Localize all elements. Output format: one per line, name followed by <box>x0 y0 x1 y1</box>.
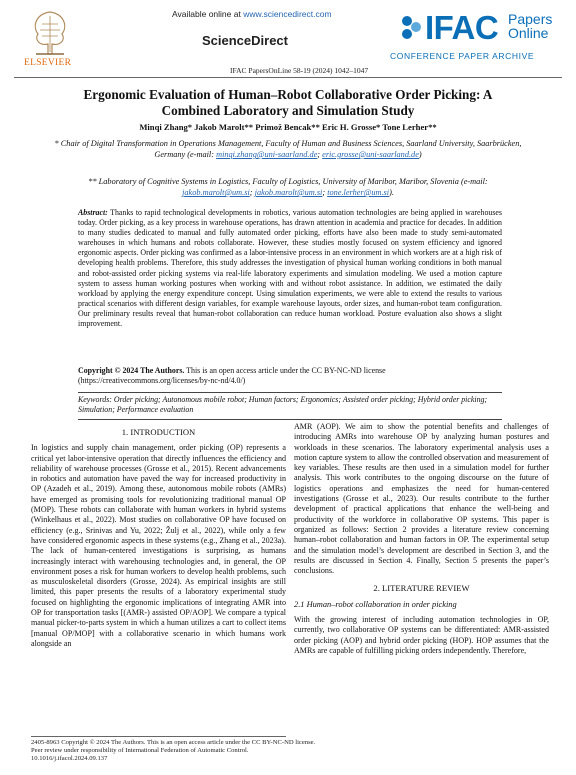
abstract-divider <box>78 392 502 393</box>
footer-doi[interactable]: 10.1016/j.ifacol.2024.09.137 <box>31 755 108 763</box>
footer-license: 2405-8963 Copyright © 2024 The Authors. This is an open access article under the CC BY-NC-ND license. <box>31 739 316 746</box>
sciencedirect-link[interactable]: www.sciencedirect.com <box>243 9 332 19</box>
abstract-text: Thanks to rapid technological developments in robotics, various automation technologies are being applied in warehouses today. Order picking, as a key process in warehouse operations, has drawn attention in academia and practice for decades. In addition to many studies dedicated to manual and fully automated order picking, efforts have also been made to study semi-automated warehouses in which humans and robots collaborate. However, these studies mostly focused on system efficiency and ignored ergonomic aspects. Order picking was confirmed as a labor-intensive process in an environment in which workers are at a high risk of developing health problems. Therefore, this study addresses the investigation of physical human working conditions in both manual and robot-assisted order picking systems via real-life laboratory experiments and simulation modeling. We used a motion capture system to assess human working postures when working with and without robot assistance. In addition, we estimated the daily workload by applying the energy expenditure concept. Using simulation experiments, we were able to extend the results to various practical scenarios with different design variables, for example warehouse layouts, order sizes, and human-robot team configuration. Our preliminary results reveal that human-robot collaboration can reduce human workload. Posture evaluation also shows a slight improvement. <box>78 208 502 329</box>
affiliation-text: * Chair of Digital Transformation in Operations Management, Faculty of Human and Business Sciences, Saarland University, Saarbrücken, Germany (e-mail: <box>54 139 522 159</box>
subsection-heading: 2.1 Human–robot collaboration in order picking <box>294 599 457 609</box>
keywords-divider <box>78 419 502 420</box>
email-separator: ; <box>317 150 323 159</box>
email-separator: ; <box>249 188 255 197</box>
elsevier-wordmark: ELSEVIER <box>24 58 72 68</box>
email-separator: ; <box>322 188 328 197</box>
intro-paragraph: In logistics and supply chain management, order picking (OP) represents a critical yet labor-intensive operation that directly influences the efficiency and reliability of warehouse processes (Grosse et al., 2015). Recent advancements in robotics and automation have paved the way for increased productivity in OP (Azadeh et al., 2019). Among these, autonomous mobile robots (AMRs) have emerged as promising tools for revolutionizing traditional manual OP (MOP). These robots can collaborate with human workers in hybrid systems (Winkelhaus et al., 2022). Most studies on collaborative OP have focused on efficiency (e.g., Srinivas and Yu, 2022; Žulj et al., 2022), while only a few have considered ergonomic aspects in these systems (e.g., Zhang et al., 2023a). The lack of human-centered investigations is surprising, as humans increasingly interact with warehousing technologies and, in general, the OP environment poses a risk for human workers to develop health problems, such as musculoskeletal disorders (Grosse, 2024). As empirical insights are still limited, this paper presents the results of a laboratory experimental study focused on highlighting the ergonomic implications of integrating AMR into OP for transportation tasks [(AMR-) assisted OP/AOP]. We compare a typical manual picker-to-parts system in which a human utilizes a cart to collect items [manual OP/MOP] with a collaborative scenario in which humans work alongside an <box>31 443 286 648</box>
intro-paragraph-continued: AMR (AOP). We aim to show the potential benefits and challenges of introducing AMRs into warehouse OP by analyzing human postures and workloads in these scenarios. The laboratory experimental analysis uses a motion capture system to allow the controlled observation and measurement of key variables. These results are then used in a simulation model for further analysis. This work contributes to the ongoing discourse on the future of logistics operations and emphasizes the need for human-centered investigations (Grosse et al., 2023). Our results contribute to the further development of practical applications that enhance the well-being and productivity of the workforce in collaborative OP systems. This paper is organized as follows: Section 2 provides a literature review concerning human–robot collaboration and human factors in OP. The experimental setup and the simulation model’s development are described in Section 3, and the results are discussed in Section 4. Finally, Section 5 presents the paper’s conclusions. <box>294 422 549 576</box>
email-link-zhang[interactable]: minqi.zhang@uni-saarland.de <box>216 150 318 159</box>
header-divider <box>14 77 562 78</box>
copyright-notice <box>78 366 502 386</box>
affiliation-text-end: ). <box>389 188 394 197</box>
papers-online-wordmark <box>508 12 552 40</box>
sciencedirect-wordmark: ScienceDirect <box>202 33 288 48</box>
elsevier-tree-logo <box>28 6 72 58</box>
papers-line2: Online <box>508 25 549 41</box>
title-line-2: Combined Laboratory and Simulation Study <box>161 103 415 118</box>
abstract-label: Abstract: <box>78 208 108 217</box>
section-heading-literature: 2. LITERATURE REVIEW <box>373 583 470 594</box>
ifac-wordmark: IFAC <box>425 9 499 46</box>
literature-paragraph: With the growing interest of including automation technologies in OP, currently, two collaborative OP systems can be differentiated: AMR-assisted order picking (AOP) and hybrid order picking (HOP). HOP assumes that the AMRs are capable of fulfilling picking orders independently. Therefore, <box>294 615 549 655</box>
email-link-grosse[interactable]: eric.grosse@uni-saarland.de <box>322 150 419 159</box>
ifac-circles-icon <box>398 13 424 43</box>
available-online-line <box>172 9 332 19</box>
abstract <box>78 208 502 329</box>
right-column <box>294 422 549 656</box>
available-prefix: Available online at <box>172 9 244 19</box>
copyright-bold: Copyright © 2024 The Authors. <box>78 366 185 375</box>
author-list: Minqi Zhang* Jakob Marolt** Primož Bencak** Eric H. Grosse* Tone Lerher** <box>139 122 437 132</box>
paper-title <box>40 87 536 119</box>
keywords: Keywords: Order picking; Autonomous mobile robot; Human factors; Ergonomics; Assisted order picking; Hybrid order picking; Simulation; Performance evaluation <box>78 395 488 415</box>
title-line-1: Ergonomic Evaluation of Human–Robot Collaborative Order Picking: A <box>83 87 493 102</box>
email-link-marolt-1[interactable]: jakob.marolt@um.si <box>182 188 250 197</box>
email-link-marolt-2[interactable]: jakob.marolt@um.si <box>254 188 323 197</box>
affiliation-saarland <box>53 138 523 160</box>
footer-divider <box>31 736 286 737</box>
ifac-logo <box>398 9 568 57</box>
footer-peer-review: Peer review under responsibility of International Federation of Automatic Control. <box>31 747 249 755</box>
affiliation-maribor <box>53 176 523 198</box>
page-header <box>0 0 576 78</box>
copyright-text: This is an open access article under the CC BY-NC-ND license (https://creativecommons.org/licenses/by-nc-nd/4.0/) <box>78 366 386 386</box>
page-footer <box>31 739 551 764</box>
left-column <box>31 427 286 649</box>
email-link-lerher[interactable]: tone.lerher@um.si <box>327 188 390 197</box>
affiliation-text-end: ) <box>418 150 422 159</box>
conference-archive-label: CONFERENCE PAPER ARCHIVE <box>390 51 535 61</box>
journal-citation: IFAC PapersOnLine 58-19 (2024) 1042–1047 <box>230 66 369 75</box>
papers-line1: Papers <box>508 11 553 27</box>
affiliation-text: ** Laboratory of Cognitive Systems in Logistics, Faculty of Logistics, University of Maribor, Maribor, Slovenia (e-mail: <box>88 177 488 186</box>
section-heading-introduction: 1. INTRODUCTION <box>121 427 196 437</box>
